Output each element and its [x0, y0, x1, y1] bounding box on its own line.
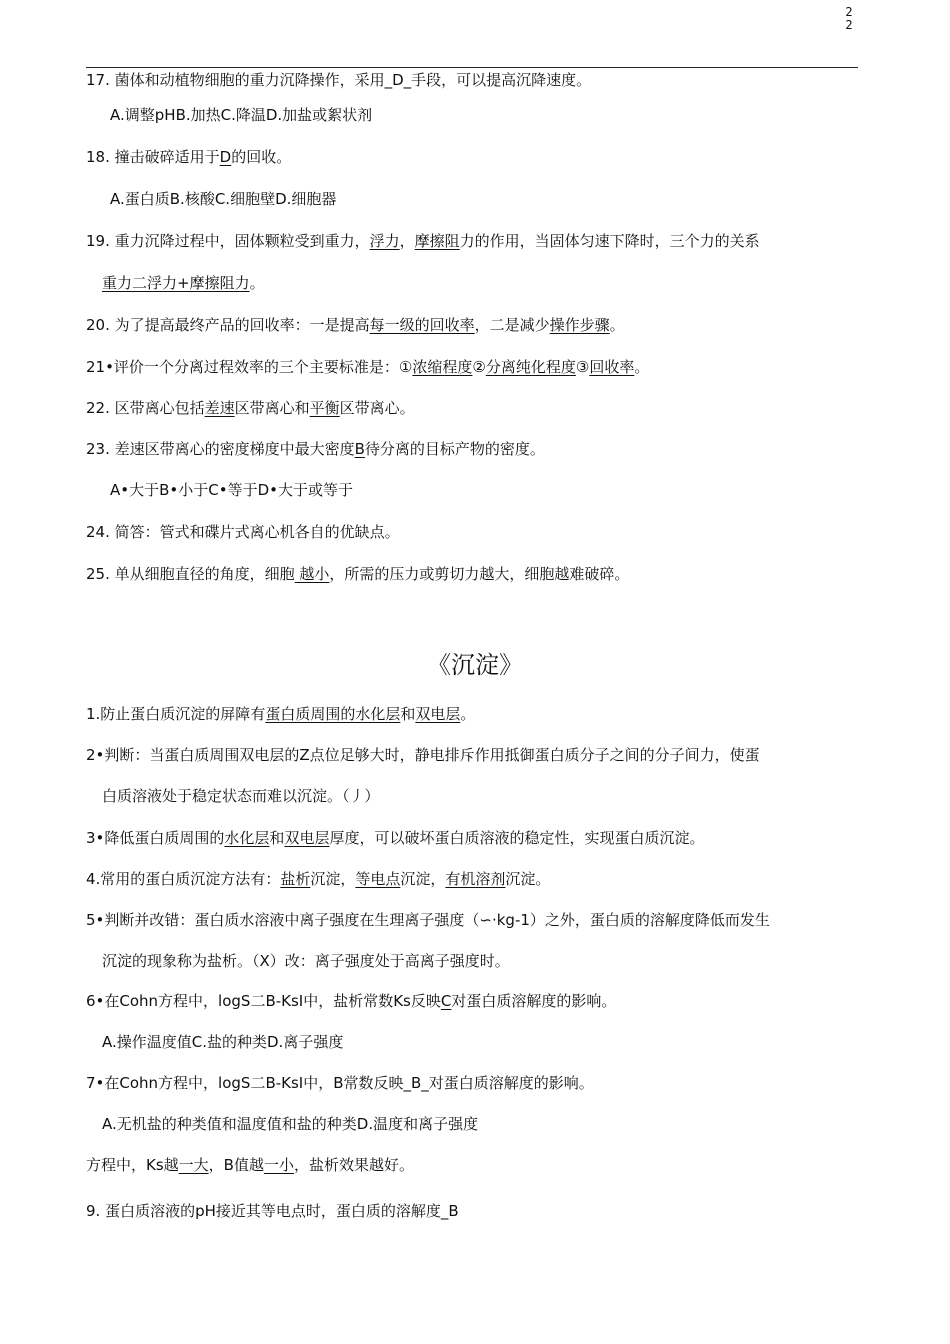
text-segment: 的回收。	[231, 148, 292, 166]
text-segment: 2•判断：当蛋白质周围双电层的Z点位足够大时，静电排斥作用抵御蛋白质分子之间的分子间力，使蛋	[86, 746, 760, 764]
text-segment: 。	[609, 316, 625, 334]
text-segment: 沉淀，	[310, 870, 356, 888]
text-segment: 18. 撞击破碎适用于	[86, 148, 220, 166]
sediment-question-6-options	[102, 1032, 343, 1052]
answer-blank: 一大	[178, 1156, 209, 1174]
text-segment: A.无机盐的种类值和温度值和盐的种类D.温度和离子强度	[102, 1115, 479, 1133]
text-segment: 白质溶液处于稳定状态而难以沉淀。（丿）	[102, 787, 380, 805]
question-22	[86, 398, 415, 418]
text-segment: ，B值越	[208, 1156, 264, 1174]
text-segment: 和	[400, 705, 416, 723]
sediment-question-8	[86, 1155, 414, 1175]
answer-blank: 浓缩程度	[412, 358, 473, 376]
text-segment: ②	[472, 358, 486, 376]
text-segment: 23. 差速区带离心的密度梯度中最大密度	[86, 440, 355, 458]
page-number: 2 2	[845, 5, 853, 32]
answer-blank: 越小	[294, 565, 330, 583]
question-24	[86, 522, 400, 542]
question-18	[86, 147, 291, 167]
text-segment: 19. 重力沉降过程中，固体颗粒受到重力，	[86, 232, 370, 250]
text-segment: 3•降低蛋白质周围的	[86, 829, 225, 847]
answer-blank: 分离纯化程度	[485, 358, 576, 376]
question-23-options	[110, 480, 353, 500]
text-segment: 22. 区带离心包括	[86, 399, 205, 417]
text-segment: 待分离的目标产物的密度。	[364, 440, 545, 458]
answer-blank: 有机溶剂	[445, 870, 506, 888]
question-23	[86, 439, 545, 459]
answer-blank: 摩擦阻	[414, 232, 460, 250]
text-segment: 沉淀的现象称为盐析。（X）改：离子强度处于高离子强度时。	[102, 952, 510, 970]
text-segment: 力的作用，当固体匀速下降时，三个力的关系	[459, 232, 760, 250]
answer-blank: 浮力	[369, 232, 400, 250]
sediment-question-7	[86, 1073, 594, 1093]
text-segment: ，	[399, 232, 415, 250]
text-segment: A.调整pHB.加热C.降温D.加盐或絮状剂	[110, 106, 373, 124]
text-segment: 厚度，可以破坏蛋白质溶液的稳定性，实现蛋白质沉淀。	[329, 829, 705, 847]
text-segment: A.蛋白质B.核酸C.细胞壁D.细胞器	[110, 190, 337, 208]
answer-blank: B	[354, 440, 365, 458]
text-segment: 6•在Cohn方程中，logS二B-KsI中，盐析常数Ks反映	[86, 992, 441, 1010]
text-segment: ③	[575, 358, 590, 376]
section-title: 《沉淀》	[427, 651, 523, 679]
question-18-options	[110, 189, 336, 209]
sediment-question-9	[86, 1201, 459, 1221]
question-19	[86, 231, 760, 251]
question-17	[86, 70, 591, 90]
answer-blank: 操作步骤	[549, 316, 610, 334]
text-segment: 20. 为了提高最终产品的回收率：一是提高	[86, 316, 370, 334]
text-segment: 沉淀，	[400, 870, 446, 888]
text-segment: 1.防止蛋白质沉淀的屏障有	[86, 705, 266, 723]
sediment-question-7-options	[102, 1114, 478, 1134]
sediment-question-2	[86, 745, 760, 765]
text-segment: 17. 菌体和动植物细胞的重力沉降操作，采用_D_手段，可以提高沉降速度。	[86, 71, 592, 89]
text-segment: ，所需的压力或剪切力越大，细胞越难破碎。	[329, 565, 630, 583]
sediment-question-2-line2	[102, 786, 380, 806]
text-segment: ，盐析效果越好。	[293, 1156, 414, 1174]
answer-blank: 等电点	[355, 870, 401, 888]
answer-blank: 一小	[263, 1156, 294, 1174]
text-segment: 。	[634, 358, 650, 376]
sediment-question-5-line2	[102, 951, 510, 971]
text-segment: 4.常用的蛋白质沉淀方法有：	[86, 870, 281, 888]
question-17-options	[110, 105, 372, 125]
header-rule	[86, 67, 858, 68]
sediment-question-3	[86, 828, 704, 848]
answer-blank: 水化层	[224, 829, 270, 847]
answer-blank: 平衡	[309, 399, 340, 417]
text-segment: 区带离心和	[234, 399, 310, 417]
text-segment: 。	[249, 274, 265, 292]
text-segment: 25. 单从细胞直径的角度，细胞	[86, 565, 295, 583]
text-segment: ，二是减少	[474, 316, 550, 334]
text-segment: 对蛋白质溶解度的影响。	[451, 992, 617, 1010]
answer-blank: C	[440, 992, 452, 1010]
text-segment: A•大于B•小于C•等于D•大于或等于	[110, 481, 353, 499]
sediment-question-5	[86, 910, 770, 930]
answer-blank: 回收率	[589, 358, 635, 376]
text-segment: 7•在Cohn方程中，logS二B-KsI中，B常数反映_B_对蛋白质溶解度的影响。	[86, 1074, 594, 1092]
text-segment: 和	[269, 829, 285, 847]
text-segment: 沉淀。	[505, 870, 551, 888]
question-21	[86, 357, 649, 377]
text-segment: 21•评价一个分离过程效率的三个主要标准是：①	[86, 358, 413, 376]
answer-blank: 差速	[204, 399, 235, 417]
answer-blank: 重力二浮力+摩擦阻力	[102, 274, 250, 292]
text-segment: 方程中，Ks越	[86, 1156, 179, 1174]
answer-blank: D	[219, 148, 232, 166]
answer-blank: 双电层	[284, 829, 330, 847]
text-segment: 24. 简答：管式和碟片式离心机各自的优缺点。	[86, 523, 400, 541]
answer-blank: 蛋白质周围的水化层	[265, 705, 401, 723]
answer-blank: 每一级的回收率	[369, 316, 475, 334]
text-segment: 。	[460, 705, 476, 723]
answer-blank: 双电层	[415, 705, 461, 723]
question-20	[86, 315, 625, 335]
text-segment: A.操作温度值C.盐的种类D.离子强度	[102, 1033, 344, 1051]
sediment-question-4	[86, 869, 550, 889]
text-segment: 9. 蛋白质溶液的pH接近其等电点时，蛋白质的溶解度_B	[86, 1202, 459, 1220]
question-19-line2	[102, 273, 265, 293]
sediment-question-6	[86, 991, 616, 1011]
answer-blank: 盐析	[280, 870, 311, 888]
text-segment: 区带离心。	[339, 399, 415, 417]
question-25	[86, 564, 629, 584]
text-segment: 5•判断并改错：蛋白质水溶液中离子强度在生理离子强度（∽·kg-1）之外，蛋白质的溶解度降低而发生	[86, 911, 770, 929]
sediment-question-1	[86, 704, 475, 724]
